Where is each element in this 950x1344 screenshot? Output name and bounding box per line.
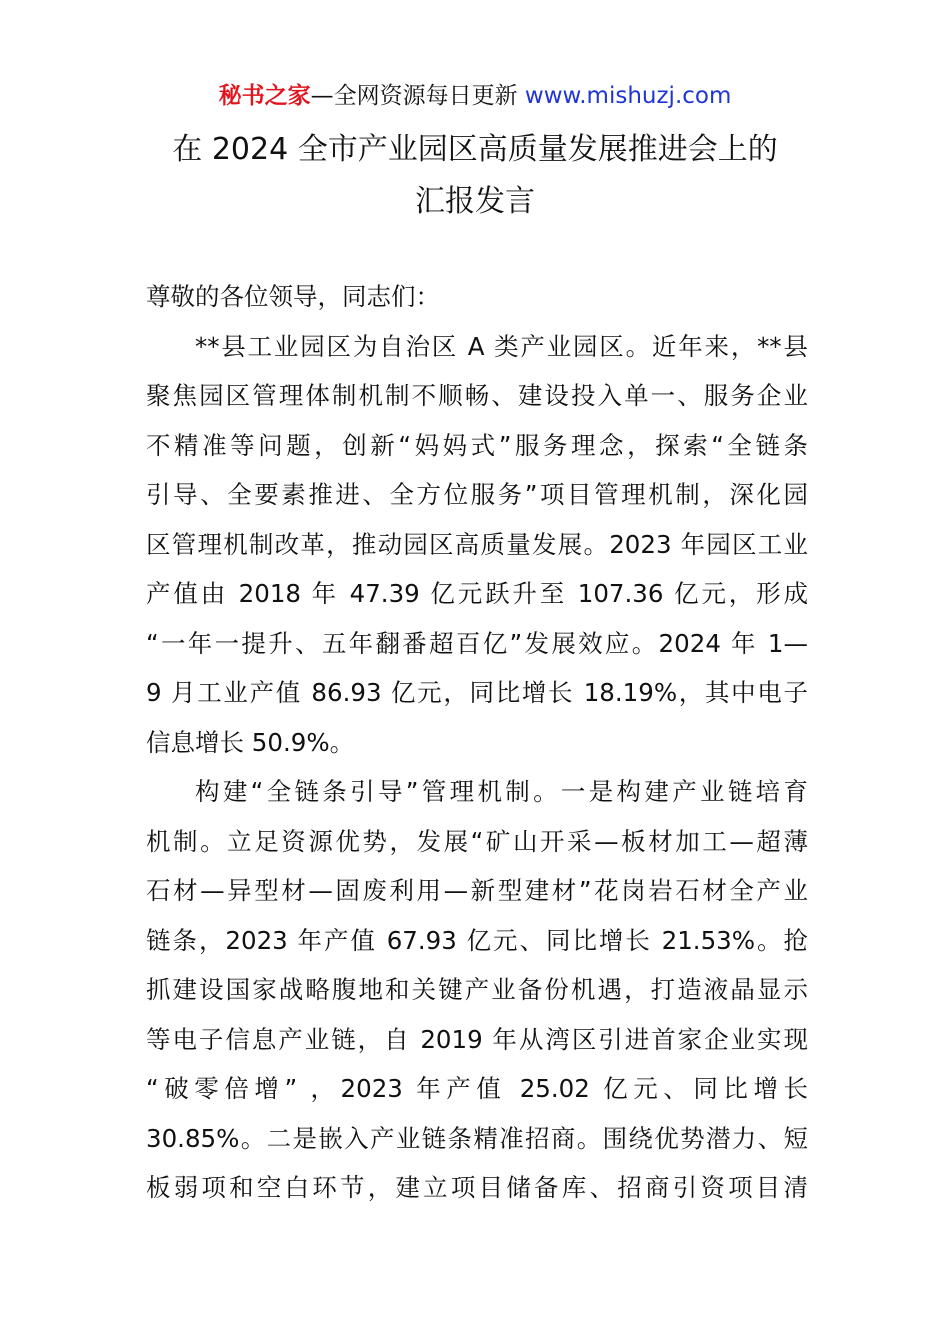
paragraph-line: “一年一提升、五年翻番超百亿”发展效应。2024 年 1— <box>146 628 808 658</box>
paragraph-line: 信息增长 50.9%。 <box>146 727 355 757</box>
brand-name: 秘书之家 <box>218 83 311 109</box>
document-title <box>0 124 950 228</box>
paragraph-line: 产值由 2018 年 47.39 亿元跃升至 107.36 亿元，形成 <box>146 579 808 608</box>
site-url[interactable]: www.mishuzj.com <box>524 83 732 109</box>
site-header <box>0 80 950 112</box>
title-line-2: 汇报发言 <box>415 184 535 219</box>
salutation: 尊敬的各位领导，同志们： <box>146 282 440 311</box>
paragraph-2 <box>146 767 808 1213</box>
title-line-1: 在 2024 全市产业园区高质量发展推进会上的 <box>172 132 778 167</box>
paragraph-line: 板弱项和空白环节，建立项目储备库、招商引资项目清 <box>146 1173 808 1202</box>
paragraph-line: 不精准等问题，创新“妈妈式”服务理念，探索“全链条 <box>146 430 808 460</box>
paragraph-line: 抓建设国家战略腹地和关键产业备份机遇，打造液晶显示 <box>146 975 808 1004</box>
paragraph-line: **县工业园区为自治区 A 类产业园区。近年来，**县 <box>195 331 808 361</box>
header-tagline: —全网资源每日更新 <box>310 83 518 109</box>
paragraph-line: 9 月工业产值 86.93 亿元，同比增长 18.19%，其中电子 <box>146 678 808 707</box>
paragraph-line: 30.85%。二是嵌入产业链条精准招商。围绕优势潜力、短 <box>146 1123 808 1153</box>
paragraph-line: 构建“全链条引导”管理机制。一是构建产业链培育 <box>195 777 808 806</box>
paragraph-line: 等电子信息产业链，自 2019 年从湾区引进首家企业实现 <box>146 1024 808 1054</box>
paragraph-line: 链条，2023 年产值 67.93 亿元、同比增长 21.53%。抢 <box>146 925 808 955</box>
paragraph-line: “破零倍增” ，2023 年产值 25.02 亿元、同比增长 <box>146 1074 808 1103</box>
paragraph-1 <box>146 322 808 768</box>
paragraph-line: 区管理机制改革，推动园区高质量发展。2023 年园区工业 <box>146 529 808 559</box>
paragraph-line: 机制。立足资源优势，发展“矿山开采—板材加工—超薄 <box>146 826 808 856</box>
paragraph-line: 石材—异型材—固废利用—新型建材”花岗岩石材全产业 <box>146 876 808 905</box>
document-body <box>146 272 808 1213</box>
paragraph-line: 聚焦园区管理体制机制不顺畅、建设投入单一、服务企业 <box>146 381 808 410</box>
paragraph-line: 引导、全要素推进、全方位服务”项目管理机制，深化园 <box>146 480 808 509</box>
